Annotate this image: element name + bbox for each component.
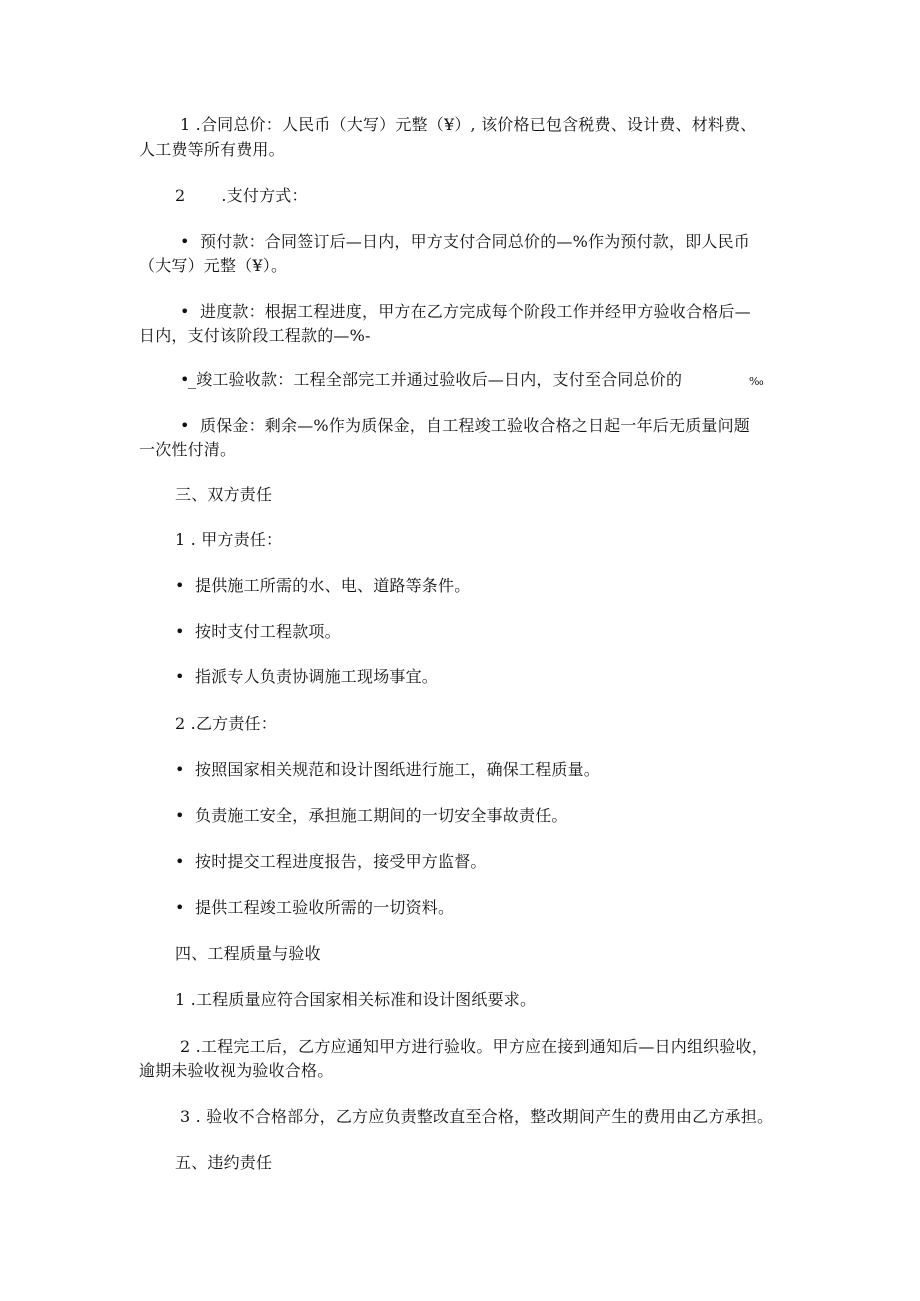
warranty-line-1: • 质保金：剩余—%作为质保金，自工程竣工验收合格之日起一年后无质量问题 bbox=[180, 416, 751, 435]
payment-method-heading bbox=[175, 186, 308, 206]
party-a-item: • 提供施工所需的水、电、道路等条件。 bbox=[175, 576, 471, 595]
acceptance-line-1: 2 .工程完工后，乙方应通知甲方进行验收。甲方应在接到通知后—日内组织验收， bbox=[180, 1037, 768, 1056]
prepayment-line-2: （大写）元整（¥）。 bbox=[139, 256, 288, 275]
contract-price-line-2: 人工费等所有费用。 bbox=[139, 140, 285, 159]
progress-payment-line-2: 日内，支付该阶段工程款的—%- bbox=[139, 326, 371, 345]
completion-payment-permil: ‰ bbox=[749, 375, 764, 388]
section-5-heading: 五、违约责任 bbox=[175, 1153, 273, 1172]
prepayment-line-1: • 预付款：合同签订后—日内，甲方支付合同总价的—%作为预付款，即人民币 bbox=[180, 232, 751, 251]
party-b-item: • 按照国家相关规范和设计图纸进行施工，确保工程质量。 bbox=[175, 760, 601, 779]
quality-standard-line: 1 .工程质量应符合国家相关标准和设计图纸要求。 bbox=[175, 990, 537, 1009]
party-b-item: • 提供工程竣工验收所需的一切资料。 bbox=[175, 898, 455, 917]
bullet-icon: • bbox=[175, 760, 185, 779]
section-3-heading: 三、双方责任 bbox=[175, 485, 273, 504]
party-b-heading: 2 .乙方责任： bbox=[175, 714, 277, 733]
payment-method-number: 2 bbox=[175, 186, 186, 205]
progress-payment-line-1: • 进度款：根据工程进度，甲方在乙方完成每个阶段工作并经甲方验收合格后— bbox=[180, 302, 751, 321]
acceptance-line-2: 逾期未验收视为验收合格。 bbox=[139, 1061, 334, 1080]
bullet-icon: • bbox=[175, 898, 185, 917]
rectification-line: 3 . 验收不合格部分，乙方应负责整改直至合格，整改期间产生的费用由乙方承担。 bbox=[180, 1107, 774, 1126]
bullet-icon: • bbox=[175, 852, 185, 871]
party-b-item: • 按时提交工程进度报告，接受甲方监督。 bbox=[175, 852, 487, 871]
bullet-icon: • bbox=[175, 576, 185, 595]
party-b-item: • 负责施工安全，承担施工期间的一切安全事故责任。 bbox=[175, 806, 568, 825]
section-4-heading: 四、工程质量与验收 bbox=[175, 944, 321, 963]
bullet-icon: • bbox=[175, 622, 185, 641]
payment-method-title: .支付方式： bbox=[221, 186, 308, 205]
party-a-item: • 指派专人负责协调施工现场事宜。 bbox=[175, 667, 439, 686]
bullet-icon: • bbox=[180, 302, 190, 321]
bullet-icon: • bbox=[180, 416, 190, 435]
warranty-line-2: 一次性付清。 bbox=[139, 440, 237, 459]
completion-payment-line: •_竣工验收款：工程全部完工并通过验收后—日内，支付至合同总价的 bbox=[180, 370, 683, 389]
bullet-icon: • bbox=[180, 232, 190, 251]
bullet-icon: • bbox=[180, 370, 190, 389]
party-a-heading: 1 . 甲方责任： bbox=[175, 530, 283, 549]
contract-price-line-1: 1 .合同总价：人民币（大写）元整（¥）, 该价格已包含税费、设计费、材料费、 bbox=[180, 115, 757, 134]
bullet-icon: • bbox=[175, 806, 185, 825]
bullet-icon: • bbox=[175, 667, 185, 686]
party-a-item: • 按时支付工程款项。 bbox=[175, 622, 341, 641]
